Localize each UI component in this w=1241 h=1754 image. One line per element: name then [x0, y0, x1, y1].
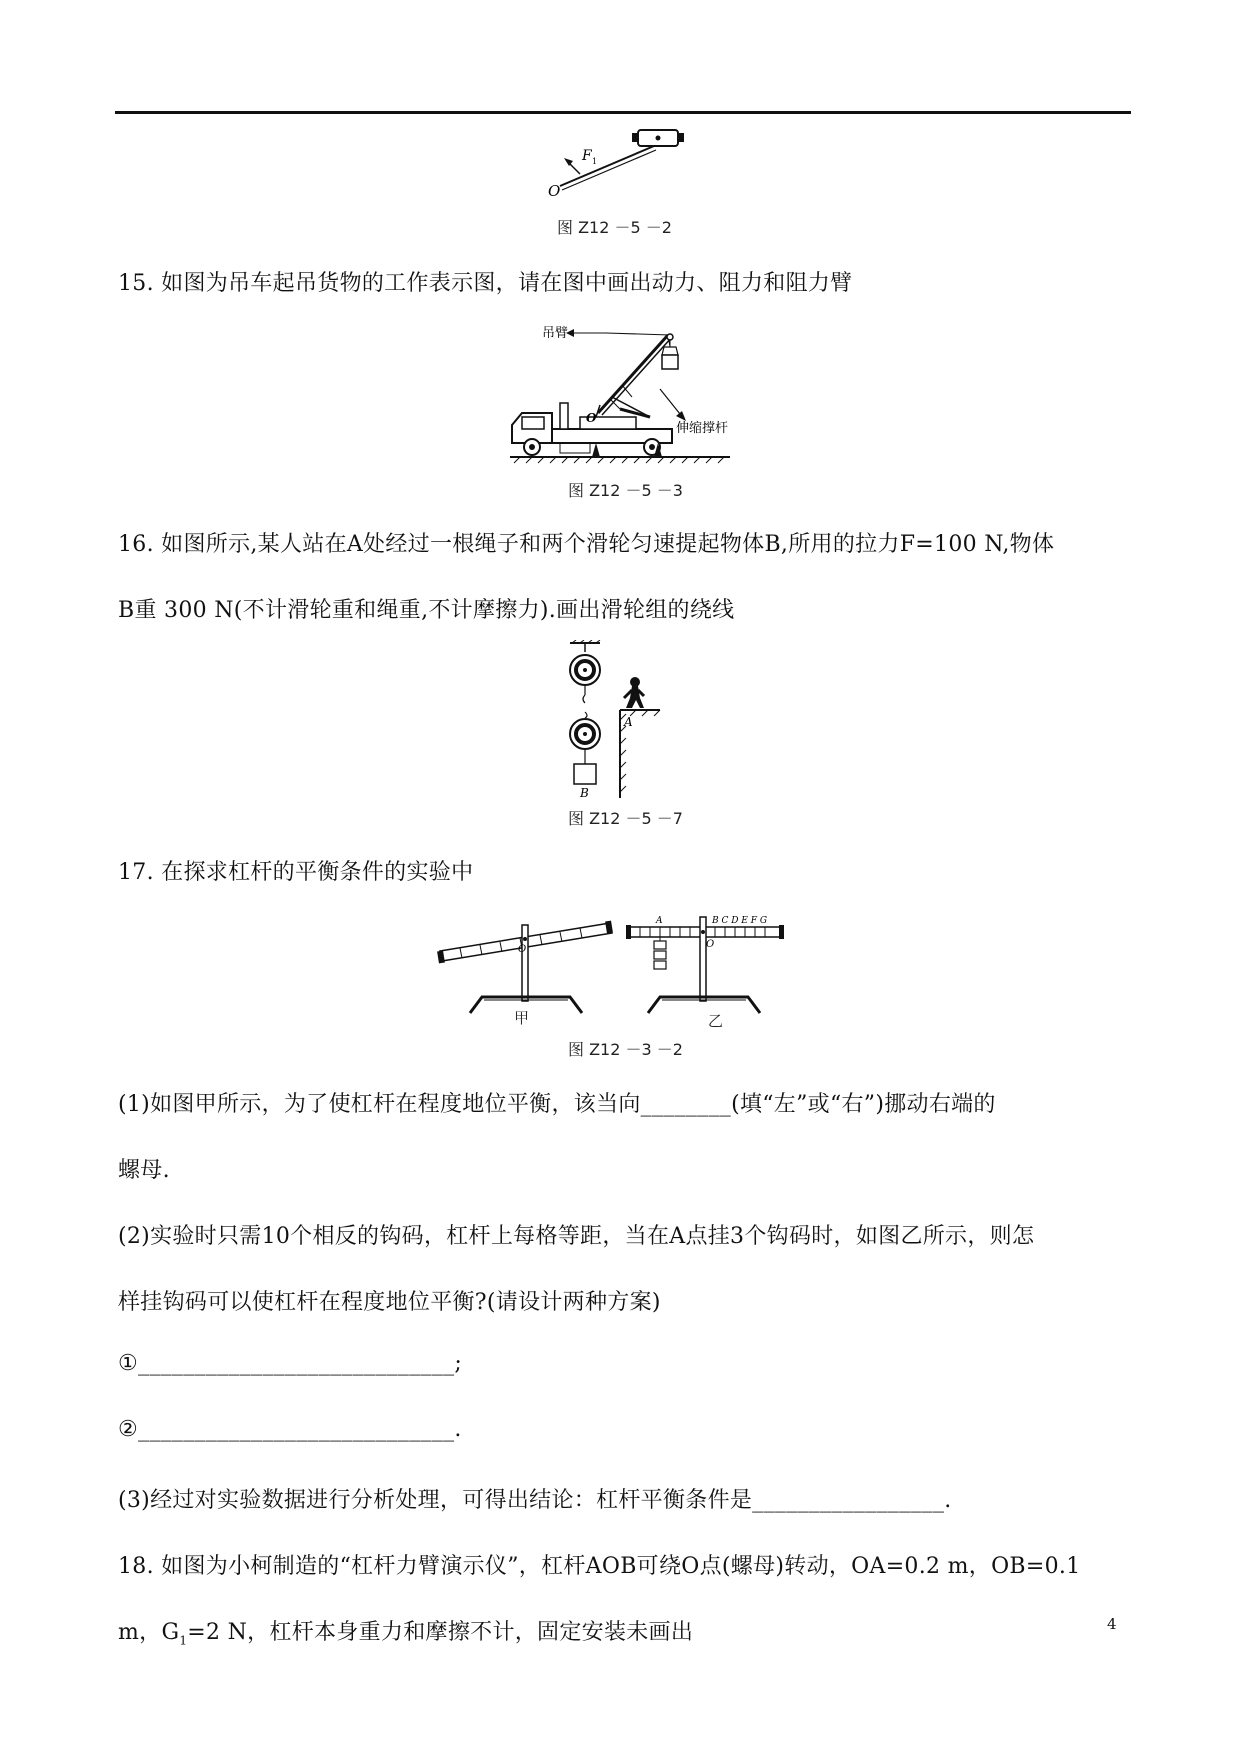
question-18-line-1: 18. 如图为小柯制造的“杠杆力臂演示仪”，杠杆AOB可绕O点(螺母)转动，OA=0.2 m，OB=0.1	[118, 1554, 1081, 1579]
point-a-label: A	[656, 916, 663, 926]
figure-lever-stand	[540, 124, 700, 204]
figure-caption: 图 Z12 －3 －2	[568, 1040, 683, 1059]
pivot-label-left: O	[518, 944, 527, 955]
figure-crane	[500, 325, 750, 475]
pivot-label: O	[586, 411, 597, 425]
force-subscript: 1	[592, 157, 598, 166]
question-18-line-2	[118, 1615, 693, 1647]
question-17-1-line-2: 螺母.	[118, 1158, 170, 1183]
question-16-line-1: 16. 如图所示,某人站在A处经过一根绳子和两个滑轮匀速提起物体B,所用的拉力F=100 N,物体	[118, 532, 1055, 557]
figure-caption: 图 Z12 －5 －7	[568, 809, 683, 828]
answer-blank-2[interactable]: ②____________________________.	[118, 1417, 462, 1442]
figure-caption: 图 Z12 －5 －2	[557, 218, 672, 237]
question-16-line-2: B重 300 N(不计滑轮重和绳重,不计摩擦力).画出滑轮组的绕线	[118, 598, 735, 623]
arm-label: 吊臂	[542, 326, 569, 341]
page-number: 4	[1107, 1615, 1117, 1633]
q18-subscript: 1	[179, 1633, 188, 1648]
figure-lever-experiment	[430, 905, 810, 1025]
question-17-1-line-1: (1)如图甲所示，为了使杠杆在程度地位平衡，该当向________(填“左”或“右”)挪动右端的	[118, 1092, 996, 1117]
point-a-label: A	[624, 715, 633, 729]
question-17-2-line-1: (2)实验时只需10个相反的钩码，杠杆上每格等距，当在A点挂3个钩码时，如图乙所示，则怎	[118, 1224, 1035, 1249]
figure-pulley-system	[560, 640, 680, 800]
q18-text-b: =2 N，杠杆本身重力和摩擦不计，固定安装未画出	[187, 1620, 694, 1645]
header-rule	[115, 111, 1131, 114]
figure-caption: 图 Z12 －5 －3	[568, 481, 683, 500]
points-label: B C D E F G	[712, 916, 768, 926]
strut-label: 伸缩撑杆	[676, 421, 729, 436]
weight-b-label: B	[580, 786, 589, 800]
diagram-label-right: 乙	[708, 1012, 724, 1030]
pivot-label-right: O	[706, 939, 715, 950]
answer-blank-1[interactable]: ①____________________________;	[118, 1351, 463, 1376]
pivot-label: O	[548, 182, 561, 200]
force-label: F	[582, 148, 592, 164]
question-17-3: (3)经过对实验数据进行分析处理，可得出结论：杠杆平衡条件是_________________.	[118, 1488, 952, 1513]
diagram-label-left: 甲	[514, 1009, 530, 1027]
question-17: 17. 在探求杠杆的平衡条件的实验中	[118, 860, 474, 885]
question-17-2-line-2: 样挂钩码可以使杠杆在程度地位平衡?(请设计两种方案)	[118, 1290, 661, 1315]
q18-text-a: m，G	[118, 1620, 180, 1645]
question-15: 15. 如图为吊车起吊货物的工作表示图，请在图中画出动力、阻力和阻力臂	[118, 271, 853, 296]
